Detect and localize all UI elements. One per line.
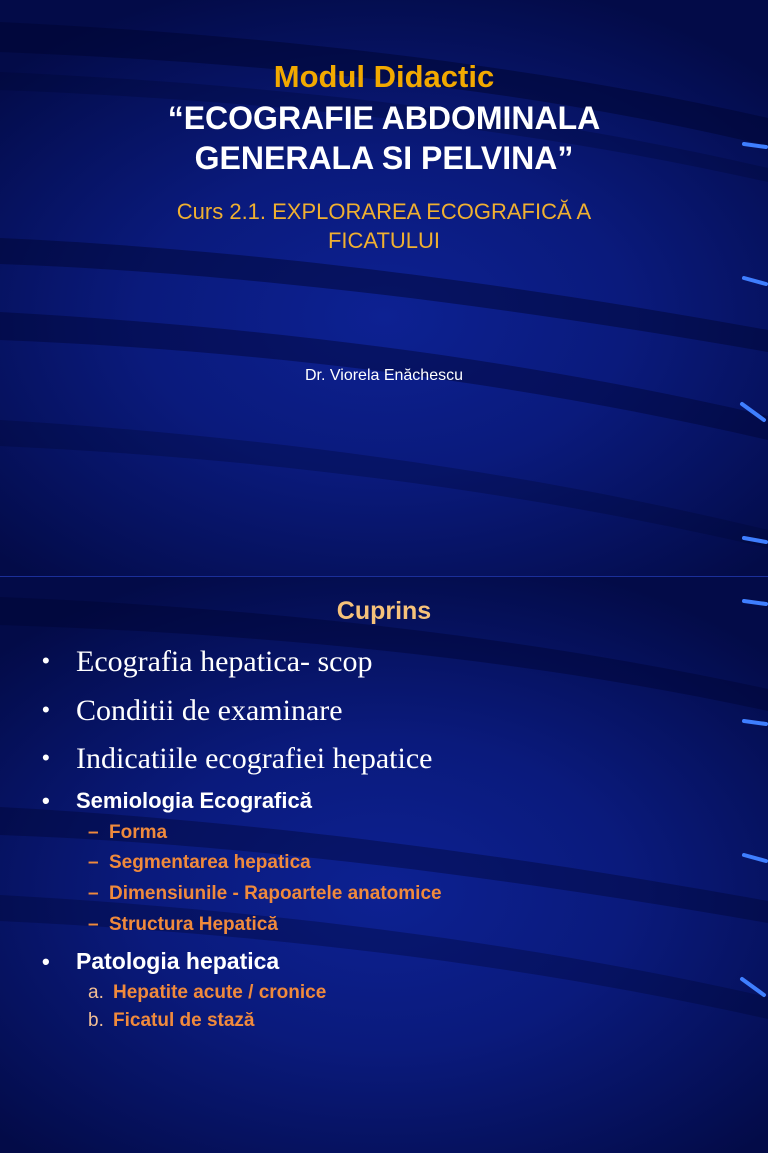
list-item: [42, 643, 373, 680]
dash-marker: –: [88, 822, 99, 843]
contents-slide: [0, 576, 768, 1153]
dash-marker: –: [88, 914, 99, 935]
course-title-line2: GENERALA SI PELVINA”: [194, 140, 574, 176]
sub-item-text: Hepatite acute / cronice: [113, 982, 327, 1003]
sub-item: [88, 981, 326, 1005]
sub-item: [88, 851, 311, 875]
letter-marker: a.: [88, 982, 104, 1003]
bullet-marker: •: [42, 788, 50, 813]
sub-item-text: Dimensiunile - Rapoartele anatomice: [109, 883, 442, 904]
sub-item: [88, 913, 278, 937]
list-item-text: Indicatiile ecografiei hepatice: [76, 742, 433, 775]
bullet-marker: •: [42, 648, 50, 673]
bullet-marker: •: [42, 697, 50, 722]
list-item: [42, 740, 432, 777]
lecture-title-line2: FICATULUI: [327, 228, 441, 253]
edge-dashes: [742, 601, 766, 995]
contents-heading: Cuprins: [336, 597, 432, 625]
list-item-text: Semiologia Ecografică: [76, 788, 312, 813]
sub-item: [88, 882, 442, 906]
author-name: Dr. Viorela Enăchescu: [304, 367, 463, 384]
title-slide: [0, 0, 768, 576]
list-item-semiologia: [42, 787, 312, 815]
list-item-text: Conditii de examinare: [76, 694, 343, 727]
list-item: [42, 692, 343, 729]
course-title-line1: “ECOGRAFIE ABDOMINALA: [167, 100, 601, 136]
sub-item-text: Segmentarea hepatica: [109, 852, 311, 873]
sub-item-text: Ficatul de stază: [113, 1010, 255, 1031]
dash-marker: –: [88, 883, 99, 904]
list-item-text: Ecografia hepatica- scop: [76, 645, 373, 678]
letter-marker: b.: [88, 1010, 104, 1031]
sub-item: [88, 1009, 255, 1033]
module-label: Modul Didactic: [273, 59, 495, 94]
bullet-marker: •: [42, 745, 50, 770]
sub-item-text: Forma: [109, 822, 168, 843]
list-item-text: Patologia hepatica: [76, 948, 280, 974]
sub-item-text: Structura Hepatică: [109, 914, 278, 935]
sub-item: [88, 821, 167, 845]
lecture-title-line1: Curs 2.1. EXPLORAREA ECOGRAFICĂ A: [176, 199, 592, 224]
dash-marker: –: [88, 852, 99, 873]
list-item-patologia: [42, 947, 279, 976]
bullet-marker: •: [42, 949, 50, 974]
